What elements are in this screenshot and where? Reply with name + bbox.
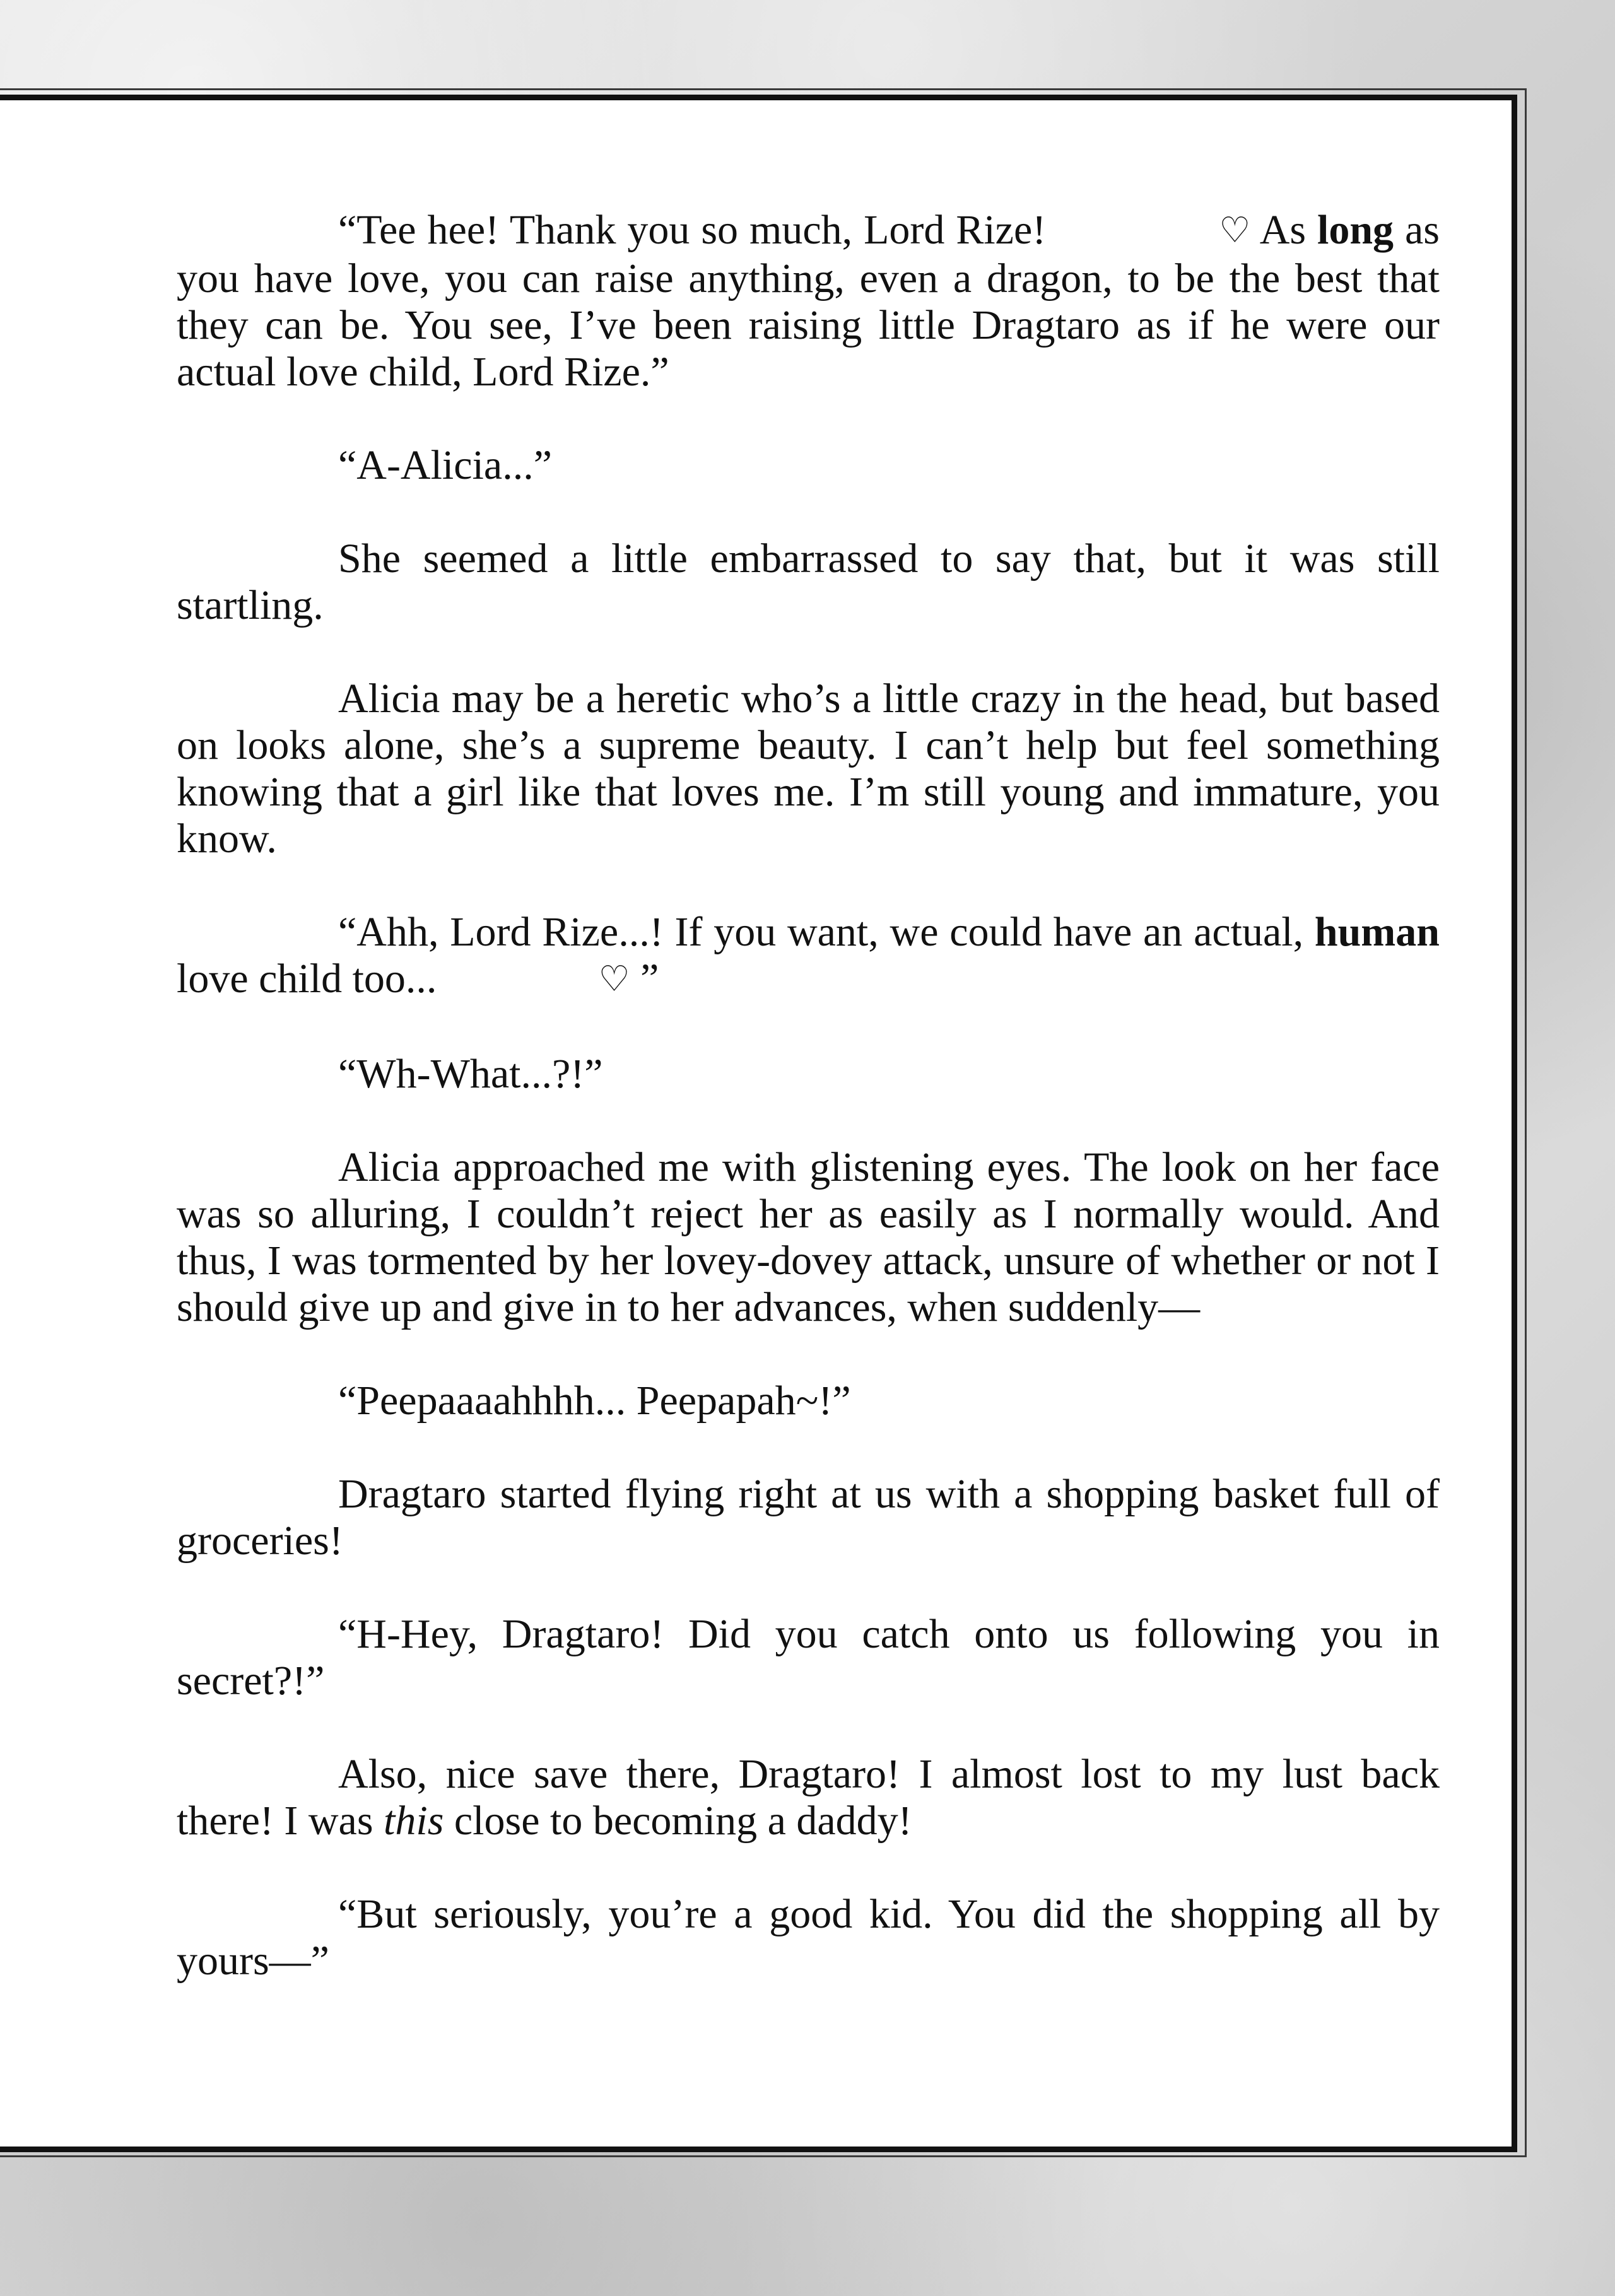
paragraph — [177, 1051, 1440, 1098]
paragraph-text: “Peepaaaahhhh... Peepapah~!” — [338, 1378, 851, 1424]
heart-icon: ♡ — [1219, 210, 1251, 251]
paragraph-text: She seemed a little embarrassed to say that, but it was still startling. — [177, 536, 1440, 628]
paragraph — [177, 1378, 1440, 1424]
page-text — [177, 207, 1440, 1984]
paragraph-text: as you have love, you can raise anything, even a dragon, to be the best that they can be. You see, I’ve been raising little Dragtaro as if he were our actual love child, Lord Rize.” — [177, 207, 1440, 395]
paragraph-text: “Wh-What...?!” — [338, 1051, 603, 1097]
emphasis-bold: human — [1314, 909, 1440, 955]
paragraph-text: close to becoming a daddy! — [443, 1798, 912, 1844]
paragraph — [177, 536, 1440, 629]
paragraph-text: “But seriously, you’re a good kid. You did the shopping all by yours—” — [177, 1891, 1440, 1984]
paragraph-text: As — [1250, 207, 1318, 253]
paragraph-text: “Tee hee! Thank you so much, Lord Rize! — [338, 207, 1058, 253]
paragraph-text: ” — [630, 956, 659, 1002]
emphasis-italic: this — [384, 1798, 444, 1844]
emphasis-bold: long — [1317, 207, 1394, 253]
paragraph — [177, 1611, 1440, 1704]
paragraph — [177, 909, 1440, 1004]
paragraph — [177, 1471, 1440, 1564]
paragraph-text: “H-Hey, Dragtaro! Did you catch onto us following you in secret?!” — [177, 1611, 1440, 1704]
paragraph-text: love child too... — [177, 956, 437, 1002]
paragraph — [177, 442, 1440, 489]
paragraph — [177, 1751, 1440, 1844]
paragraph — [177, 1891, 1440, 1984]
paragraph-text: Dragtaro started flying right at us with a shopping basket full of groceries! — [177, 1471, 1440, 1564]
paragraph — [177, 1144, 1440, 1331]
paragraph-text: “A-Alicia...” — [338, 442, 552, 488]
paragraph-text: “Ahh, Lord Rize...! If you want, we could have an actual, — [338, 909, 1315, 955]
paragraph — [177, 207, 1440, 395]
heart-icon: ♡ — [598, 959, 630, 1000]
paragraph — [177, 676, 1440, 862]
paragraph-text: Also, nice save there, Dragtaro! I almost lost to my lust back there! I was — [177, 1751, 1440, 1844]
paragraph-text: Alicia approached me with glistening eyes. The look on her face was so alluring, I couldn’t reject her as easily as I normally would. And thus, I was tormented by her lovey-dovey attack, unsure of whether or not I should give up and give in to her advances, when suddenly— — [177, 1144, 1440, 1330]
paragraph-text: Alicia may be a heretic who’s a little crazy in the head, but based on looks alone, she’s a supreme beauty. I can’t help but feel something knowing that a girl like that loves me. I’m still young and immature, you know. — [177, 676, 1440, 862]
